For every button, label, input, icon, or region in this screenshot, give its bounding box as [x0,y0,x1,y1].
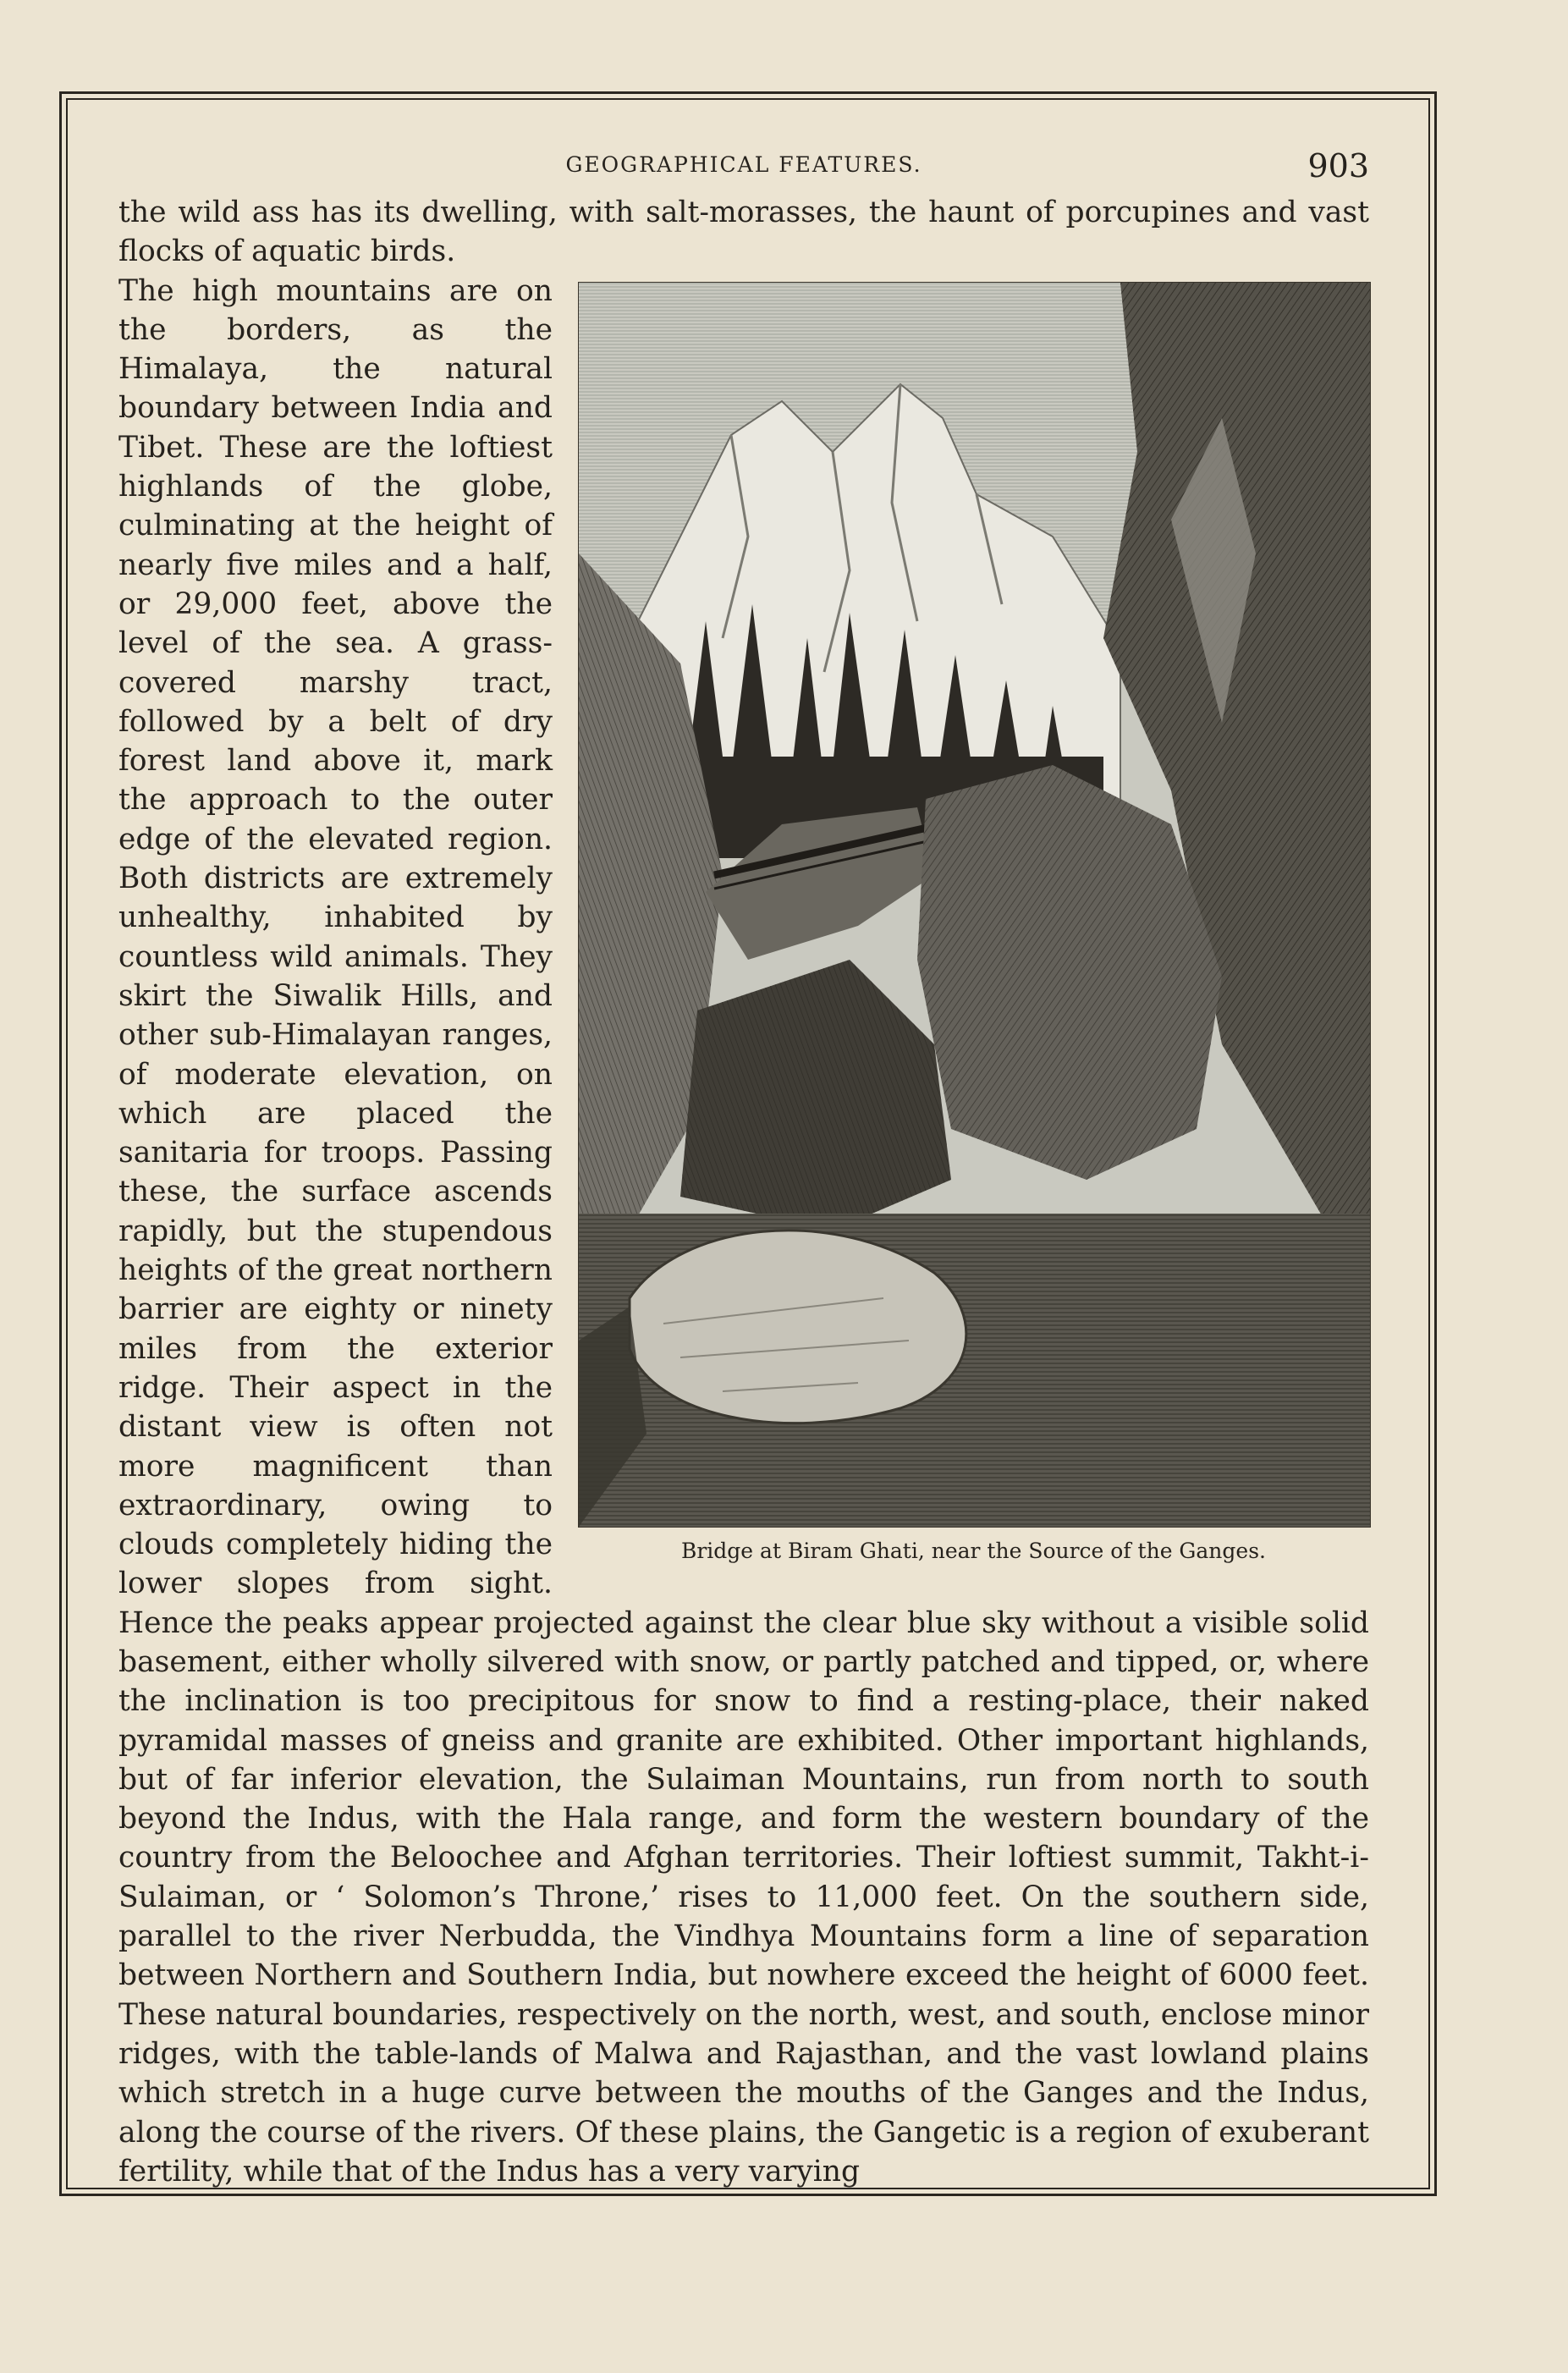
running-title: GEOGRAPHICAL FEATURES. [565,152,922,177]
page-header [118,147,1369,195]
paragraph-continued: the wild ass has its dwelling, with salt-morasses, the haunt of porcupines and vast flocks of aquatic birds. [118,195,1369,269]
illustration-figure [578,282,1369,1565]
body-text [118,193,1369,2191]
page-number: 903 [1307,147,1369,184]
paragraph-mountains-text: The high mountains are on the borders, as the Himalaya, the natural boundary between India and Tibet. These are the loftiest highlands of the globe, culminating at the height of nearly five miles and a half, or 29,000 feet, above the level of the sea. A grass-covered marshy tract, followed by a belt of dry forest land above it, mark the approach to the outer edge of the elevated region. Both districts are extremely unhealthy, inhabited by countless wild animals. They skirt the Siwalik Hills, and other sub-Himalayan ranges, of moderate elevation, on which are placed the sanitaria for troops. Passing these, the surface ascends rapidly, but the stupendous heights of the great northern barrier are eighty or ninety miles from the exterior ridge. Their aspect in the distant view is often not more magnificent than extraordinary, owing to clouds completely hiding the lower slopes from sight. Hence the peaks appear projected against the clear blue sky without a visible solid basement, either wholly silvered with snow, or partly patched and tipped, or, where the inclination is too precipitous for snow to find a resting-place, their naked pyramidal masses of gneiss and granite are exhibited. Other important highlands, but of far inferior elevation, the Sulaiman Mountains, run from north to south beyond the Indus, with the Hala range, and form the western boundary of the country from the Beloochee and Afghan territories. Their loftiest summit, Takht-i-Sulaiman, or ‘ Solomon’s Throne,’ rises to 11,000 feet. On the southern side, parallel to the river Nerbudda, the Vindhya Mountains form a line of separation between Northern and Southern India, but nowhere exceed the height of 6000 feet. These natural boundaries, respectively on the north, west, and south, enclose minor ridges, with the table-lands of Malwa and Rajasthan, and the vast lowland plains which stretch in a huge curve between the mouths of the Ganges and the Indus, along the course of the rivers. Of these plains, the Gangetic is a region of exuberant fertility, while that of the Indus has a very varying [118,273,1369,2189]
bridge-gorge-engraving [578,282,1371,1528]
figure-caption: Bridge at Biram Ghati, near the Source of the Ganges. [680,1538,1266,1563]
